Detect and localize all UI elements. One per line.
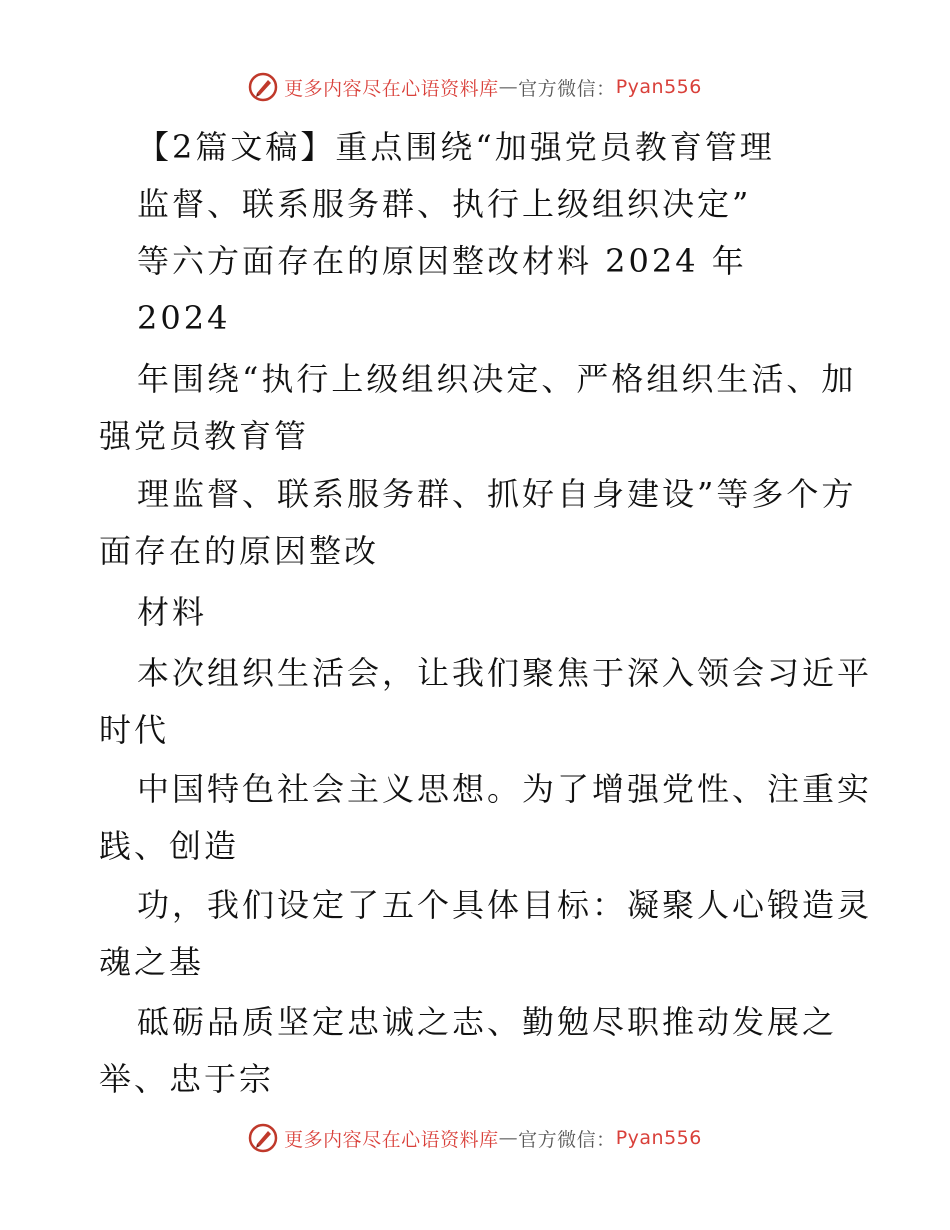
pen-logo-icon xyxy=(248,72,278,102)
pen-logo-icon xyxy=(248,1123,278,1153)
banner-account: Pyan556 xyxy=(615,76,702,98)
text-line-5: 年围绕“执行上级组织决定、严格组织生活、加 xyxy=(137,360,857,398)
text-line-12: 中国特色社会主义思想。为了增强党性、注重实 xyxy=(137,770,873,808)
title-line-3: 等六方面存在的原因整改材料 2024 年 xyxy=(137,242,747,280)
text-line-17: 举、忠于宗 xyxy=(99,1060,275,1098)
text-line-13: 践、创造 xyxy=(99,827,240,865)
text-line-10: 本次组织生活会，让我们聚焦于深入领会习近平 xyxy=(137,654,873,692)
footer-banner xyxy=(0,1123,950,1153)
banner-dash: — xyxy=(498,76,519,98)
banner-site: 更多内容尽在心语资料库 xyxy=(284,1128,499,1151)
title-line-2: 监督、联系服务群、执行上级组织决定” xyxy=(137,185,752,223)
text-line-11: 时代 xyxy=(99,711,170,749)
header-banner xyxy=(0,72,950,102)
banner-site: 更多内容尽在心语资料库 xyxy=(284,77,499,100)
banner-label: 官方微信： xyxy=(518,1128,616,1151)
text-line-14: 功，我们设定了五个具体目标：凝聚人心锻造灵 xyxy=(137,886,873,924)
text-line-4: 2024 xyxy=(137,299,231,337)
text-line-6: 强党员教育管 xyxy=(99,417,310,455)
banner-account: Pyan556 xyxy=(615,1127,702,1149)
text-line-9: 材料 xyxy=(137,593,208,631)
text-line-16: 砥砺品质坚定忠诚之志、勤勉尽职推动发展之 xyxy=(137,1003,838,1041)
text-line-8: 面存在的原因整改 xyxy=(99,532,380,570)
banner-dash: — xyxy=(498,1127,519,1149)
text-line-7: 理监督、联系服务群、抓好自身建设”等多个方 xyxy=(137,475,857,513)
title-line-1: 【2篇文稿】重点围绕“加强党员教育管理 xyxy=(137,128,775,166)
text-line-15: 魂之基 xyxy=(99,943,205,981)
banner-label: 官方微信： xyxy=(518,77,616,100)
